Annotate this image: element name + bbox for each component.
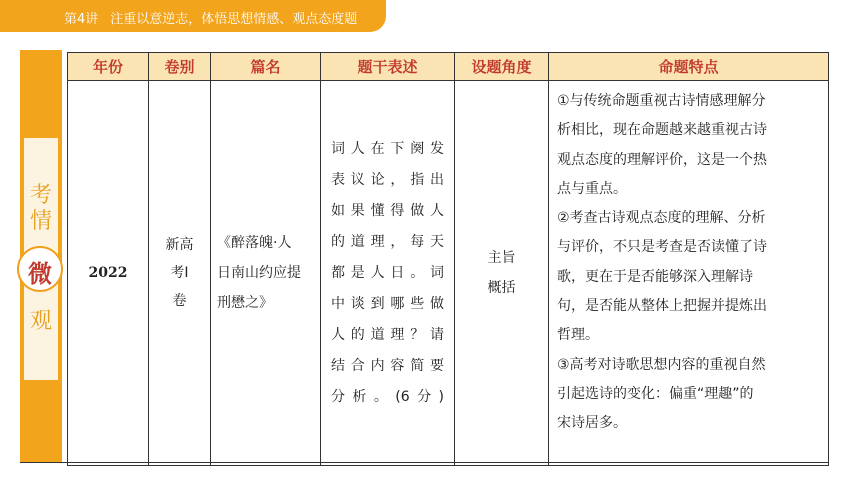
paper-line: 新高 bbox=[165, 237, 194, 253]
title-line: 《醉落魄·人 bbox=[217, 235, 292, 251]
angle-line: 主旨 bbox=[487, 250, 516, 266]
side-char-4: 观 bbox=[29, 309, 52, 334]
feature-line: 与评价，不只是考查是否读懂了诗 bbox=[557, 239, 767, 256]
paper-line: 卷 bbox=[172, 293, 187, 309]
stem-line: 都是人日。词 bbox=[331, 264, 444, 281]
stem-line: 结合内容简要 bbox=[331, 357, 444, 374]
title-line: 日南山约应提 bbox=[217, 265, 301, 281]
angle-line: 概括 bbox=[487, 280, 516, 296]
col-header-angle: 设题角度 bbox=[455, 53, 549, 81]
side-char-1: 考 bbox=[29, 183, 52, 208]
feature-line: 哲理。 bbox=[557, 327, 599, 344]
side-char-2: 情 bbox=[29, 209, 52, 234]
stem-line: 词人在下阕发 bbox=[331, 140, 444, 157]
feature-line: 引起选诗的变化：偏重“理趣”的 bbox=[557, 385, 754, 402]
cell-features bbox=[549, 81, 829, 466]
feature-line: ③高考对诗歌思想内容的重视自然 bbox=[557, 356, 766, 373]
stem-line: 中谈到哪些做 bbox=[331, 295, 444, 312]
feature-line: 观点态度的理解评价，这是一个热 bbox=[557, 151, 767, 168]
stem-line: 的道理，每天 bbox=[331, 233, 444, 250]
feature-line: 句，是否能从整体上把握并提炼出 bbox=[557, 298, 767, 315]
cell-year: 2022 bbox=[68, 81, 149, 466]
stem-line: 如果懂得做人 bbox=[331, 202, 444, 219]
feature-line: ②考查古诗观点态度的理解、分析 bbox=[557, 210, 766, 227]
col-header-features: 命题特点 bbox=[549, 53, 829, 81]
stem-line: 人的道理？请 bbox=[331, 326, 444, 343]
feature-line: 歌，更在于是否能够深入理解诗 bbox=[557, 268, 753, 285]
bottom-rule bbox=[20, 462, 828, 463]
col-header-title: 篇名 bbox=[211, 53, 321, 81]
lecture-tab bbox=[26, 0, 386, 32]
feature-line: 宋诗居多。 bbox=[557, 415, 627, 432]
cell-paper bbox=[149, 81, 211, 466]
header-bar bbox=[0, 0, 860, 36]
title-line: 刑懋之》 bbox=[217, 295, 273, 311]
stem-line: 表议论，指出 bbox=[331, 171, 444, 188]
feature-line: ①与传统命题重视古诗情感理解分 bbox=[557, 93, 766, 109]
paper-line: 考Ⅰ bbox=[170, 265, 189, 281]
col-header-year: 年份 bbox=[68, 53, 149, 81]
table-row bbox=[68, 81, 829, 466]
side-badge bbox=[17, 246, 63, 292]
feature-line: 点与重点。 bbox=[557, 180, 627, 197]
side-char-3: 微 bbox=[28, 259, 52, 288]
cell-stem bbox=[321, 81, 455, 466]
col-header-stem: 题干表述 bbox=[321, 53, 455, 81]
cell-angle bbox=[455, 81, 549, 466]
feature-line: 析相比，现在命题越来越重视古诗 bbox=[557, 122, 767, 139]
table-header-row bbox=[68, 53, 829, 81]
stem-line: 分析。(6分) bbox=[331, 388, 444, 405]
exam-analysis-table bbox=[67, 52, 829, 466]
col-header-paper: 卷别 bbox=[149, 53, 211, 81]
cell-title bbox=[211, 81, 321, 466]
lecture-number: 第4讲 bbox=[64, 12, 99, 27]
lecture-heading bbox=[64, 8, 357, 27]
lecture-title: 注重以意逆志，体悟思想情感、观点态度题 bbox=[110, 12, 358, 27]
